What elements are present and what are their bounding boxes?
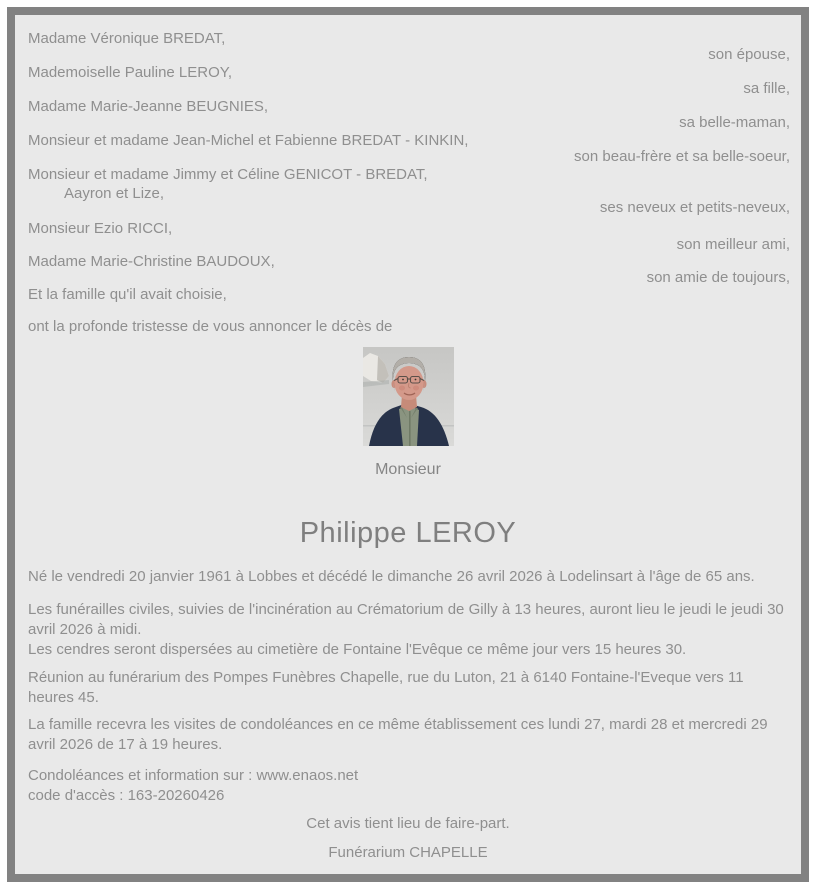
family-row	[28, 285, 790, 317]
family-member-name: Madame Marie-Jeanne BEUGNIES,	[28, 98, 269, 115]
paragraph-line: Les funérailles civiles, suivies de l'incinération au Crématorium de Gilly à 13 heures, auront lieu le jeudi le jeudi 30 avril 2026 à midi.	[28, 601, 784, 638]
paragraph-line: Réunion au funérarium des Pompes Funèbres Chapelle, rue du Luton, 21 à 6140 Fontaine-l'Eveque vers 11 heures 45.	[28, 669, 744, 706]
relationship-label: sa belle-maman,	[679, 114, 790, 131]
access-code-line: code d'accès : 163-20260426	[28, 787, 225, 804]
family-member-name: Monsieur et madame Jean-Michel et Fabienne BREDAT - KINKIN,	[28, 132, 469, 149]
family-member-name: Monsieur et madame Jimmy et Céline GENICOT - BREDAT,	[28, 166, 428, 183]
family-row	[28, 252, 790, 285]
family-row	[28, 219, 790, 252]
faire-part-note: Cet avis tient lieu de faire-part.	[306, 815, 510, 832]
family-member-name: Et la famille qu'il avait choisie,	[28, 286, 227, 303]
paragraph-line: Né le vendredi 20 janvier 1961 à Lobbes et décédé le dimanche 26 avril 2026 à Lodelinsart à l'âge de 65 ans.	[28, 568, 755, 585]
family-row	[28, 131, 790, 165]
obituary-paragraph	[28, 668, 788, 708]
civility-label: Monsieur	[375, 461, 441, 478]
relationship-label: ses neveux et petits-neveux,	[599, 199, 790, 216]
family-member-name: Monsieur Ezio RICCI,	[28, 220, 173, 237]
paragraph-line: Les cendres seront dispersées au cimetière de Fontaine l'Evêque ce même jour vers 15 heures 30.	[28, 641, 687, 658]
paragraph-line: La famille recevra les visites de condoléances en ce même établissement ces lundi 27, mardi 28 et mercredi 29 avril 2026 de 17 à 19 heures.	[28, 716, 768, 753]
photo-container	[15, 347, 801, 446]
obituary-paragraph	[28, 600, 788, 660]
condolences-website-line: Condoléances et information sur : www.enaos.net	[28, 767, 359, 784]
family-member-name: Mademoiselle Pauline LEROY,	[28, 64, 233, 81]
relationship-label: son amie de toujours,	[646, 269, 790, 286]
relationship-label: son beau-frère et sa belle-soeur,	[574, 148, 790, 165]
closing-block	[15, 814, 801, 863]
announcement-card	[7, 7, 809, 882]
family-row	[28, 63, 790, 97]
announcement-line: ont la profonde tristesse de vous annoncer le décès de	[28, 318, 393, 335]
deceased-name: Philippe LEROY	[299, 517, 517, 549]
funeral-home-name: Funérarium CHAPELLE	[328, 844, 488, 861]
family-member-name: Madame Véronique BREDAT,	[28, 30, 226, 47]
family-row	[28, 165, 790, 219]
obituary-paragraph	[28, 715, 788, 755]
family-row	[28, 29, 790, 63]
family-member-children: Aayron et Lize,	[64, 185, 165, 202]
family-member-name: Madame Marie-Christine BAUDOUX,	[28, 253, 275, 270]
obituary-paragraph	[28, 766, 788, 806]
family-row	[28, 97, 790, 131]
deceased-photo	[363, 347, 454, 446]
relationship-label: son épouse,	[708, 46, 790, 63]
family-list	[15, 15, 801, 317]
relationship-label: son meilleur ami,	[676, 236, 790, 253]
obituary-paragraph	[28, 567, 788, 587]
obituary-text	[15, 550, 801, 806]
relationship-label: sa fille,	[743, 80, 790, 97]
